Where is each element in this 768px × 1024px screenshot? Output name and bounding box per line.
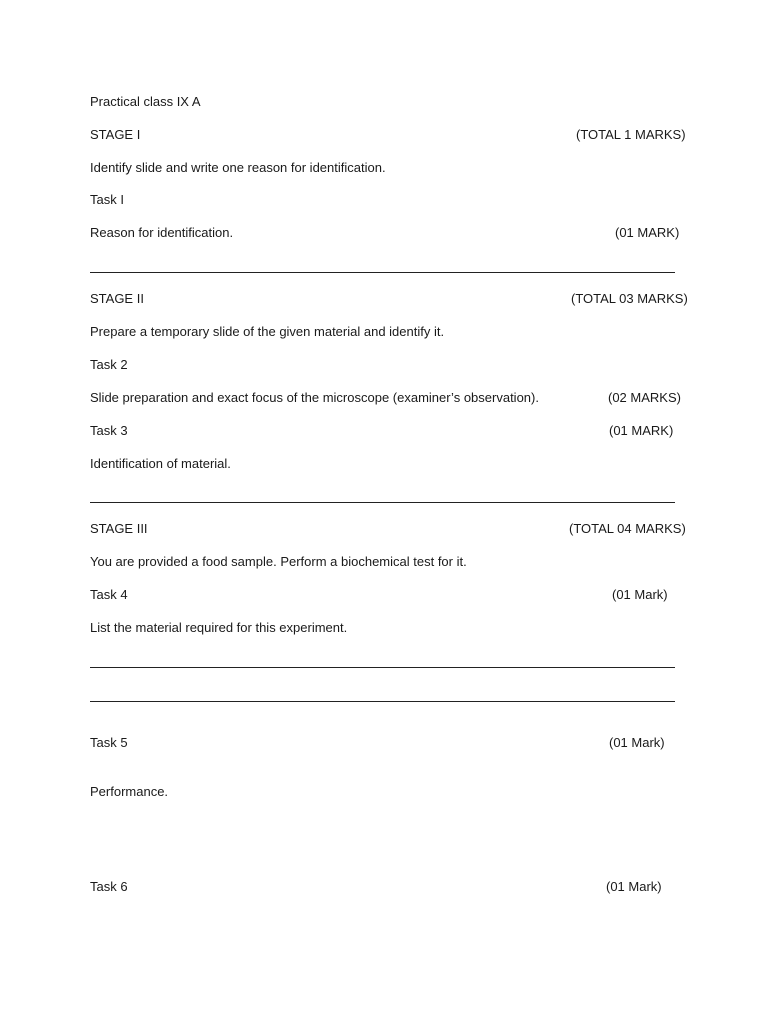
task-2-label: Task 2 bbox=[90, 357, 128, 372]
stage-1-instruction-row bbox=[90, 159, 676, 177]
stage-3-label: STAGE III bbox=[90, 521, 148, 536]
task-5-description-row bbox=[90, 783, 676, 801]
stage-1-marks: (TOTAL 1 MARKS) bbox=[576, 127, 686, 142]
task-2-description-row bbox=[90, 389, 681, 407]
answer-line bbox=[90, 272, 675, 273]
task-2-marks: (02 MARKS) bbox=[608, 390, 681, 405]
task-1-description: Reason for identification. bbox=[90, 225, 234, 240]
task-1-description-row bbox=[90, 224, 680, 242]
task-5-label: Task 5 bbox=[90, 735, 128, 750]
task-6-label: Task 6 bbox=[90, 879, 128, 894]
stage-3-header bbox=[90, 520, 686, 538]
answer-line bbox=[90, 502, 675, 503]
task-3-header bbox=[90, 422, 676, 440]
task-1-label: Task I bbox=[90, 192, 124, 207]
task-4-description: List the material required for this experiment. bbox=[90, 620, 348, 635]
stage-1-instruction: Identify slide and write one reason for identification. bbox=[90, 160, 386, 175]
stage-3-instruction-row bbox=[90, 553, 676, 571]
task-1-marks: (01 MARK) bbox=[615, 225, 680, 240]
document-title-row bbox=[90, 93, 676, 111]
task-6-marks: (01 Mark) bbox=[606, 879, 662, 894]
task-1-header bbox=[90, 191, 676, 209]
task-2-header bbox=[90, 356, 676, 374]
task-3-description-row bbox=[90, 455, 676, 473]
stage-3-marks: (TOTAL 04 MARKS) bbox=[569, 521, 686, 536]
task-4-description-row bbox=[90, 619, 676, 637]
task-5-header bbox=[90, 734, 676, 752]
task-4-header bbox=[90, 586, 676, 604]
answer-line bbox=[90, 701, 675, 702]
stage-3-instruction: You are provided a food sample. Perform a biochemical test for it. bbox=[90, 554, 467, 569]
stage-1-label: STAGE I bbox=[90, 127, 141, 142]
answer-line bbox=[90, 667, 675, 668]
task-5-marks: (01 Mark) bbox=[609, 735, 665, 750]
task-2-description: Slide preparation and exact focus of the microscope (examiner’s observation). bbox=[90, 390, 539, 405]
stage-1-header bbox=[90, 126, 686, 144]
task-6-header bbox=[90, 878, 676, 896]
stage-2-marks: (TOTAL 03 MARKS) bbox=[571, 291, 688, 306]
task-3-description: Identification of material. bbox=[90, 456, 231, 471]
task-3-marks: (01 MARK) bbox=[609, 423, 674, 438]
task-4-marks: (01 Mark) bbox=[612, 587, 668, 602]
stage-2-label: STAGE II bbox=[90, 291, 144, 306]
task-5-description: Performance. bbox=[90, 784, 169, 799]
task-3-label: Task 3 bbox=[90, 423, 128, 438]
document-title: Practical class IX A bbox=[90, 94, 201, 109]
task-4-label: Task 4 bbox=[90, 587, 128, 602]
stage-2-instruction: Prepare a temporary slide of the given material and identify it. bbox=[90, 324, 445, 339]
stage-2-instruction-row bbox=[90, 323, 676, 341]
stage-2-header bbox=[90, 290, 688, 308]
